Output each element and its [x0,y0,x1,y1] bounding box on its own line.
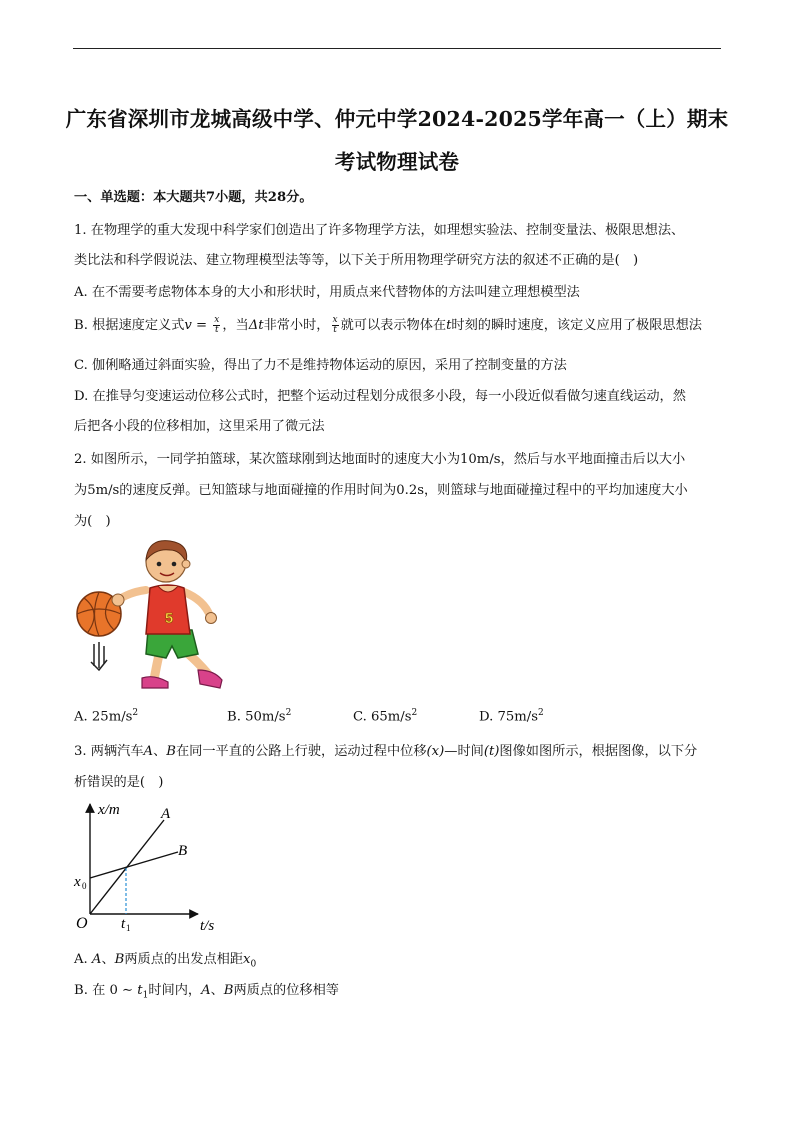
xt-graph [70,798,230,938]
q3-optA-B: B [114,952,125,967]
q3-optB-t1: t [137,983,143,998]
q3-sep: 、 [153,744,167,759]
q1-optB-text1: B. 根据速度定义式 [74,318,185,333]
q3-optA-A: A [91,952,102,967]
q2-optD-value: 75m/s [497,709,538,725]
q1-optB-text5: 时刻的瞬时速度，该定义应用了极限思想法 [451,318,702,333]
q3-optA-text2: 两质点的出发点相距 [124,952,244,967]
q3-optB-sep: 、 [210,983,224,998]
q2-text3: 为 [74,483,88,498]
q3-option-b [74,979,339,1001]
q3-t: (t) [483,744,500,759]
fraction-x-over-t-2 [332,316,339,335]
q1-optB-text4: 就可以表示物体在 [340,318,447,333]
y-axis-label: x/m [98,802,120,818]
q3-stem-line2: 析错误的是( ) [74,775,164,790]
x0-sub: 0 [82,881,87,891]
q2-v2: 5m/s [87,483,120,498]
q3-optA-x0-sub: 0 [250,959,257,970]
origin-label: O [76,915,88,932]
q1-option-a: A. 在不需要考虑物体本身的大小和形状时，用质点来代替物体的方法叫建立理想模型法 [74,285,580,300]
line-b-label: B [178,843,188,859]
frac2-den: t [333,325,337,335]
q3-text2: 在同一平直的公路上行驶，运动过程中位移 [175,744,427,759]
basketball-boy-illustration [74,538,234,694]
q2-optA-label: A. [74,709,92,725]
exam-title-line2: 考试物理试卷 [334,150,460,174]
q3-text1: 3. 两辆汽车 [74,744,144,759]
q2-optA-sup: 2 [132,708,139,718]
q2-stem-line3: 为( ) [74,514,111,529]
q1-optB-text3: 非常小时， [263,318,330,333]
q3-optB-A: A [201,983,211,998]
q3-x: (x) [426,744,445,759]
q3-optB-text2: 时间内， [148,983,202,998]
q3-optB-text3: 两质点的位移相等 [233,983,339,998]
q2-optC-sup: 2 [411,708,418,718]
frac2-num: x [332,315,338,325]
q3-A: A [143,744,154,759]
q2-option-a [74,708,138,724]
fraction-x-over-t [213,316,220,335]
q3-stem-line1 [74,740,697,759]
q2-optB-value: 50m/s [245,709,286,725]
q2-optD-label: D. [479,709,498,725]
motion-lines [91,642,107,670]
q3-optA-sep: 、 [101,952,115,967]
q2-option-d [479,708,544,724]
q1-stem-line1: 1. 在物理学的重大发现中科学家们创造出了许多物理学方法，如理想实验法、控制变量法、极限思想法、 [74,223,685,238]
q2-option-c [353,708,417,724]
q2-t: 0.2s [396,483,424,498]
q2-optA-value: 25m/s [91,709,133,725]
t1-label: t [121,916,126,932]
q1-optB-eq: = [191,318,212,333]
q2-optB-label: B. [227,709,246,725]
q2-optC-value: 65m/s [371,709,412,725]
q1-optB-t: t [446,318,452,333]
q1-option-b [74,314,702,335]
q2-optB-sup: 2 [285,708,292,718]
q2-text2: ，然后与水平地面撞击后以大小 [500,452,686,467]
q1-option-d-line1: D. 在推导匀变速运动位移公式时，把整个运动过程划分成很多小段，每一小段近似看做匀速直线运动，然 [74,389,686,404]
q1-option-c: C. 伽俐略通过斜面实验，得出了力不是维持物体运动的原因，采用了控制变量的方法 [74,358,567,373]
q1-option-d-line2: 后把各小段的位移相加，这里采用了微元法 [74,419,325,434]
q3-dash: —时间 [444,744,484,759]
q2-stem-line1 [74,448,685,467]
section-heading: 一、单选题：本大题共7小题，共28分。 [74,190,313,205]
q2-optC-label: C. [353,709,372,725]
q2-v1: 10m/s [460,452,501,467]
q3-optB-B: B [223,983,234,998]
x0-label: x [74,874,81,890]
line-b [90,852,178,878]
q3-optB-t1-sub: 1 [142,990,149,1001]
q1-stem-line2: 类比法和科学假说法、建立物理模型法等等，以下关于所用物理学研究方法的叙述不正确的是( ) [74,253,639,268]
q1-optB-dt: Δt [248,318,264,333]
q2-text5: ，则篮球与地面碰撞过程中的平均加速度大小 [423,483,688,498]
q2-optD-sup: 2 [538,708,544,718]
line-a-label: A [161,806,171,822]
header-rule [73,48,721,49]
q2-text4: 的速度反弹。已知篮球与地面碰撞的作用时间为 [119,483,397,498]
frac-num: x [214,315,220,325]
q2-stem-line2 [74,479,688,498]
t1-sub: 1 [126,923,131,933]
q3-option-a [74,948,256,970]
q3-optB-text1: B. 在 0 ∼ [74,983,138,998]
q3-optA-text1: A. [74,952,92,967]
q3-optA-x0: x [243,952,251,967]
x-axis-label: t/s [200,918,215,934]
jersey-number: 5 [164,610,174,627]
q2-option-b [227,708,291,724]
q1-optB-v: v [184,318,192,333]
q2-text1: 2. 如图所示，一同学拍篮球，某次篮球刚到达地面时的速度大小为 [74,452,461,467]
q3-B: B [166,744,176,759]
q1-optB-text2: ，当 [222,318,249,333]
q3-text3: 图像如图所示，根据图像，以下分 [499,744,698,759]
frac-den: t [215,325,219,335]
exam-title-line1: 广东省深圳市龙城高级中学、仲元中学2024-2025学年高一（上）期末 [65,107,729,131]
